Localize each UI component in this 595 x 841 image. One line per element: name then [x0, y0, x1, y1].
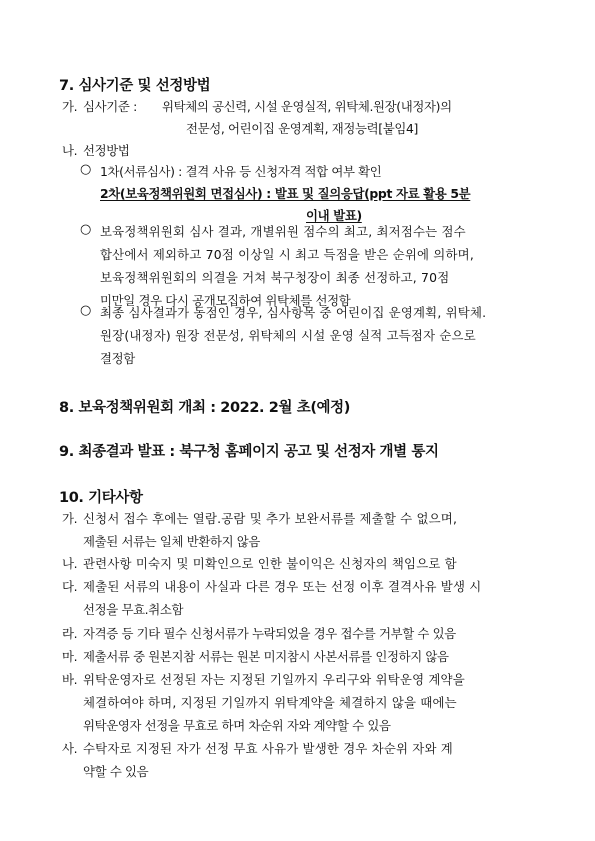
- item-prefix: 바.: [62, 672, 78, 687]
- bullet-text: 결정함: [100, 351, 135, 366]
- item-line: 제출서류 중 원본지참 서류는 원본 미지참시 사본서류를 인정하지 않음: [83, 649, 449, 664]
- item-prefix: 가.: [62, 511, 78, 526]
- bullet-circle: ○: [80, 162, 92, 177]
- item-line: 체결하여야 하며, 지정된 기일까지 위탁계약을 체결하지 않을 때에는: [83, 695, 457, 710]
- item-prefix: 사.: [62, 741, 78, 756]
- bullet-circle: ○: [80, 222, 92, 237]
- bullet-text: 보육정책위원회 심사 결과, 개별위원 점수의 최고, 최저점수는 점수: [100, 224, 466, 239]
- bullet-text: 합산에서 제외하고 70점 이상일 시 최고 득점을 받은 순위에 의하며,: [100, 247, 474, 262]
- method-label: 선정방법: [83, 143, 130, 158]
- bullet-text: 미만일 경우 다시 공개모집하여 위탁체를 선정함: [100, 293, 351, 308]
- bullet-text: 보육정책위원회의 의결을 거쳐 북구청장이 최종 선정하고, 70점: [100, 270, 450, 285]
- item-na-prefix: 나.: [62, 143, 78, 158]
- criteria-label: 심사기준 :: [83, 99, 137, 114]
- item-line: 자격증 등 기타 필수 신청서류가 누락되었을 경우 접수를 거부할 수 있음: [83, 626, 456, 641]
- bullet-text-emphasis: 2차(보육정책위원회 면접심사) : 발표 및 질의응답(ppt 자료 활용 5분: [100, 186, 471, 201]
- item-prefix: 라.: [62, 626, 78, 641]
- item-prefix: 마.: [62, 649, 78, 664]
- item-line: 약할 수 있음: [83, 764, 149, 779]
- item-prefix: 나.: [62, 556, 78, 571]
- item-line: 제출된 서류는 일체 반환하지 않음: [83, 534, 261, 549]
- section-8-title: 8. 보육정책위원회 개최 : 2022. 2월 초(예정): [59, 400, 350, 416]
- criteria-line: 전문성, 어린이집 운영계획, 재정능력[붙임4]: [186, 121, 418, 136]
- item-line: 관련사항 미숙지 및 미확인으로 인한 불이익은 신청자의 책임으로 함: [83, 556, 457, 571]
- item-line: 수탁자로 지정된 자가 선정 무효 사유가 발생한 경우 차순위 자와 계: [83, 741, 453, 756]
- section-7-title: 7. 심사기준 및 선정방법: [59, 78, 211, 94]
- section-9-title: 9. 최종결과 발표 : 북구청 홈페이지 공고 및 선정자 개별 통지: [59, 444, 439, 460]
- section-10-title: 10. 기타사항: [59, 490, 143, 506]
- bullet-text: 원장(내정자) 원장 전문성, 위탁체의 시설 운영 실적 고득점자 순으로: [100, 328, 476, 343]
- item-ga-prefix: 가.: [62, 99, 78, 114]
- bullet-text: 1차(서류심사) : 결격 사유 등 신청자격 적합 여부 확인: [100, 164, 382, 179]
- bullet-circle: ○: [80, 303, 92, 318]
- item-line: 신청서 접수 후에는 열람.공람 및 추가 보완서류를 제출할 수 없으며,: [83, 511, 458, 526]
- bullet-text-emphasis: 이내 발표): [306, 208, 362, 223]
- item-line: 제출된 서류의 내용이 사실과 다른 경우 또는 선정 이후 결격사유 발생 시: [83, 579, 482, 594]
- bullet-text: 최종 심사결과가 동점인 경우, 심사항목 중 어린이집 운영계획, 위탁체.: [100, 305, 487, 320]
- item-prefix: 다.: [62, 579, 78, 594]
- item-line: 위탁운영자로 선정된 자는 지정된 기일까지 우리구와 위탁운영 계약을: [83, 672, 465, 687]
- item-line: 위탁운영자 선정을 무효로 하며 차순위 자와 계약할 수 있음: [83, 718, 391, 733]
- criteria-line: 위탁체의 공신력, 시설 운영실적, 위탁체.원장(내정자)의: [162, 99, 452, 114]
- item-line: 선정을 무효.취소함: [83, 602, 184, 617]
